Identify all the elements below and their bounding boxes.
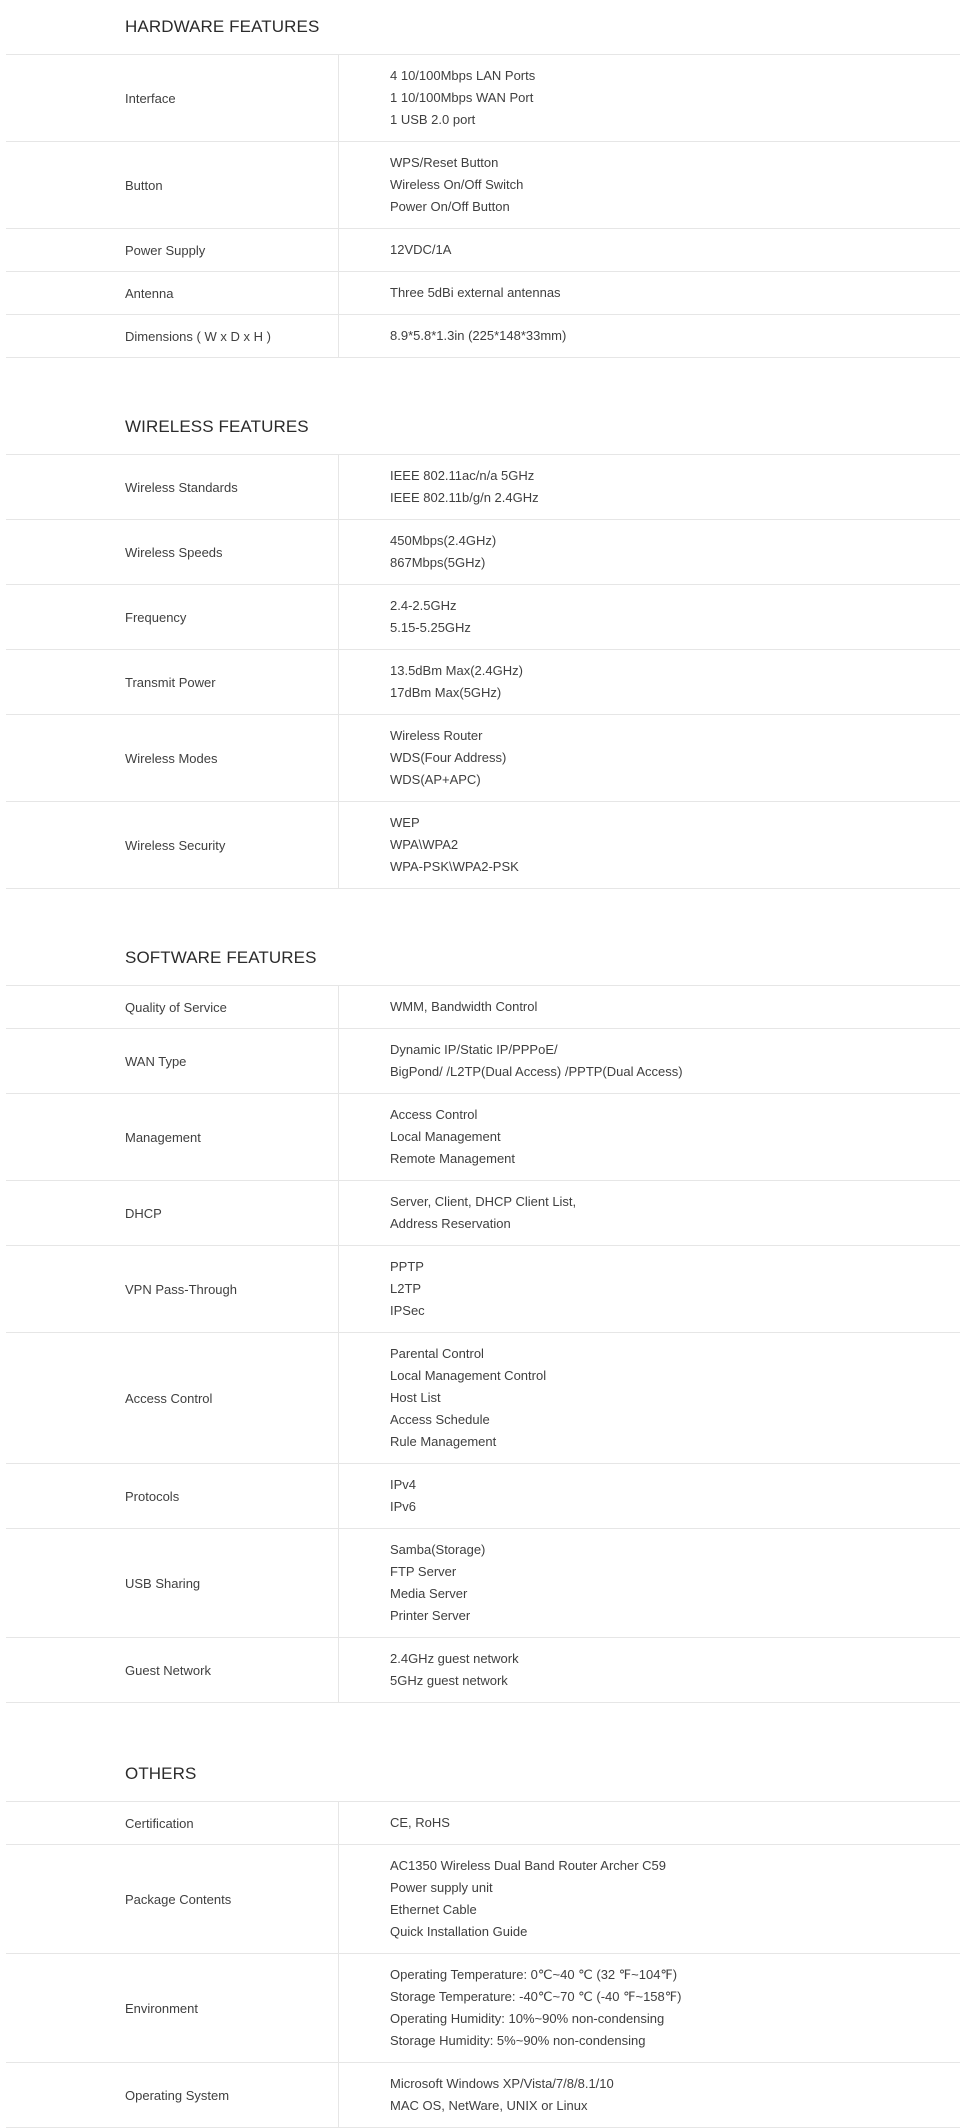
spec-value-line: Rule Management	[390, 1434, 497, 1449]
spec-label: Quality of Service	[6, 986, 339, 1028]
section-title: WIRELESS FEATURES	[6, 400, 960, 455]
spec-values	[339, 1845, 960, 1953]
spec-value-line: Access Control	[390, 1107, 478, 1122]
spec-values	[339, 986, 960, 1028]
spec-value-line: Host List	[390, 1390, 441, 1405]
spec-values	[339, 1181, 960, 1245]
section-title: HARDWARE FEATURES	[6, 0, 960, 55]
section-title: OTHERS	[6, 1747, 960, 1802]
spec-value-line: IEEE 802.11ac/n/a 5GHz	[390, 468, 535, 483]
spec-value-line: CE, RoHS	[390, 1815, 450, 1830]
spec-value-line: 8.9*5.8*1.3in (225*148*33mm)	[390, 328, 567, 343]
spec-value-line: Microsoft Windows XP/Vista/7/8/8.1/10	[390, 2076, 614, 2091]
section-title: SOFTWARE FEATURES	[6, 931, 960, 986]
spec-values	[339, 315, 960, 357]
spec-values	[339, 1029, 960, 1093]
spec-values	[339, 1246, 960, 1332]
spec-values	[339, 55, 960, 141]
spec-value-line: Local Management	[390, 1129, 501, 1144]
spec-value-line: Storage Humidity: 5%~90% non-condensing	[390, 2033, 646, 2048]
spec-values	[339, 229, 960, 271]
spec-label: Management	[6, 1094, 339, 1180]
spec-label: USB Sharing	[6, 1529, 339, 1637]
wireless-features-section	[6, 400, 960, 889]
spec-values	[339, 1802, 960, 1844]
spec-value-line: 2.4-2.5GHz	[390, 598, 457, 613]
spec-value-line: WEP	[390, 815, 420, 830]
spec-value-line: BigPond/ /L2TP(Dual Access) /PPTP(Dual Access)	[390, 1064, 683, 1079]
spec-row	[6, 1638, 960, 1703]
spec-value-line: Server, Client, DHCP Client List,	[390, 1194, 577, 1209]
spec-value-line: Dynamic IP/Static IP/PPPoE/	[390, 1042, 558, 1057]
spec-row	[6, 455, 960, 520]
spec-row	[6, 1029, 960, 1094]
spec-value-line: 450Mbps(2.4GHz)	[390, 533, 497, 548]
spec-value-line: Printer Server	[390, 1608, 471, 1623]
spec-row	[6, 1529, 960, 1638]
spec-label: Wireless Speeds	[6, 520, 339, 584]
spec-values	[339, 1333, 960, 1463]
spec-row	[6, 986, 960, 1029]
others-section	[6, 1747, 960, 2128]
spec-value-line: Remote Management	[390, 1151, 516, 1166]
spec-values	[339, 1638, 960, 1702]
spec-label: Certification	[6, 1802, 339, 1844]
spec-values	[339, 520, 960, 584]
spec-label: Power Supply	[6, 229, 339, 271]
spec-value-line: WPS/Reset Button	[390, 155, 499, 170]
spec-value-line: WPA\WPA2	[390, 837, 459, 852]
spec-value-line: 2.4GHz guest network	[390, 1651, 519, 1666]
spec-values	[339, 1094, 960, 1180]
spec-label: Dimensions ( W x D x H )	[6, 315, 339, 357]
spec-row	[6, 1845, 960, 1954]
spec-row	[6, 1954, 960, 2063]
spec-value-line: Three 5dBi external antennas	[390, 285, 561, 300]
spec-value-line: IEEE 802.11b/g/n 2.4GHz	[390, 490, 539, 505]
spec-value-line: Operating Temperature: 0℃~40 ℃ (32 ℉~104℉)	[390, 1967, 678, 1982]
spec-label: Wireless Security	[6, 802, 339, 888]
spec-values	[339, 272, 960, 314]
spec-value-line: Local Management Control	[390, 1368, 547, 1383]
spec-row	[6, 315, 960, 358]
spec-values	[339, 585, 960, 649]
spec-value-line: 5GHz guest network	[390, 1673, 508, 1688]
spec-row	[6, 272, 960, 315]
spec-value-line: Storage Temperature: -40℃~70 ℃ (-40 ℉~158℉)	[390, 1989, 682, 2004]
spec-row	[6, 229, 960, 272]
spec-value-line: WPA-PSK\WPA2-PSK	[390, 859, 519, 874]
spec-label: Wireless Standards	[6, 455, 339, 519]
spec-value-line: Power supply unit	[390, 1880, 493, 1895]
software-features-section	[6, 931, 960, 1703]
spec-value-line: 13.5dBm Max(2.4GHz)	[390, 663, 523, 678]
spec-label: Interface	[6, 55, 339, 141]
spec-value-line: Quick Installation Guide	[390, 1924, 528, 1939]
spec-value-line: MAC OS, NetWare, UNIX or Linux	[390, 2098, 588, 2113]
spec-row	[6, 1464, 960, 1529]
spec-row	[6, 802, 960, 889]
spec-value-line: Wireless Router	[390, 728, 483, 743]
section-spacer	[0, 889, 960, 931]
spec-label: WAN Type	[6, 1029, 339, 1093]
hardware-features-section	[6, 0, 960, 358]
spec-row	[6, 142, 960, 229]
spec-row	[6, 55, 960, 142]
spec-label: Guest Network	[6, 1638, 339, 1702]
spec-label: Operating System	[6, 2063, 339, 2127]
spec-value-line: Access Schedule	[390, 1412, 490, 1427]
spec-values	[339, 1464, 960, 1528]
spec-value-line: 1 10/100Mbps WAN Port	[390, 90, 534, 105]
spec-value-line: AC1350 Wireless Dual Band Router Archer C59	[390, 1858, 667, 1873]
spec-value-line: 1 USB 2.0 port	[390, 112, 476, 127]
spec-value-line: FTP Server	[390, 1564, 457, 1579]
spec-value-line: IPSec	[390, 1303, 425, 1318]
spec-value-line: Parental Control	[390, 1346, 484, 1361]
spec-value-line: L2TP	[390, 1281, 422, 1296]
spec-value-line: Operating Humidity: 10%~90% non-condensing	[390, 2011, 665, 2026]
spec-value-line: Samba(Storage)	[390, 1542, 486, 1557]
spec-values	[339, 2063, 960, 2127]
spec-label: Button	[6, 142, 339, 228]
spec-label: DHCP	[6, 1181, 339, 1245]
spec-row	[6, 585, 960, 650]
spec-value-line: WMM, Bandwidth Control	[390, 999, 538, 1014]
spec-row	[6, 1333, 960, 1464]
spec-label: Transmit Power	[6, 650, 339, 714]
spec-label: Wireless Modes	[6, 715, 339, 801]
spec-value-line: WDS(Four Address)	[390, 750, 507, 765]
spec-value-line: 12VDC/1A	[390, 242, 452, 257]
spec-values	[339, 1954, 960, 2062]
spec-label: Antenna	[6, 272, 339, 314]
spec-label: Protocols	[6, 1464, 339, 1528]
section-spacer	[0, 358, 960, 400]
spec-value-line: IPv6	[390, 1499, 417, 1514]
spec-values	[339, 802, 960, 888]
spec-values	[339, 650, 960, 714]
spec-value-line: Address Reservation	[390, 1216, 511, 1231]
spec-value-line: Wireless On/Off Switch	[390, 177, 524, 192]
spec-values	[339, 715, 960, 801]
spec-row	[6, 2063, 960, 2128]
spec-row	[6, 520, 960, 585]
spec-value-line: Power On/Off Button	[390, 199, 510, 214]
spec-label: Access Control	[6, 1333, 339, 1463]
spec-value-line: 5.15-5.25GHz	[390, 620, 471, 635]
spec-value-line: Media Server	[390, 1586, 468, 1601]
spec-values	[339, 455, 960, 519]
section-spacer	[0, 1703, 960, 1747]
spec-value-line: WDS(AP+APC)	[390, 772, 481, 787]
spec-row	[6, 1802, 960, 1845]
spec-values	[339, 142, 960, 228]
spec-value-line: 4 10/100Mbps LAN Ports	[390, 68, 536, 83]
spec-label: VPN Pass-Through	[6, 1246, 339, 1332]
spec-row	[6, 715, 960, 802]
spec-values	[339, 1529, 960, 1637]
spec-value-line: Ethernet Cable	[390, 1902, 477, 1917]
spec-row	[6, 1094, 960, 1181]
spec-value-line: 17dBm Max(5GHz)	[390, 685, 502, 700]
spec-row	[6, 1246, 960, 1333]
spec-row	[6, 1181, 960, 1246]
spec-value-line: 867Mbps(5GHz)	[390, 555, 486, 570]
spec-label: Package Contents	[6, 1845, 339, 1953]
spec-value-line: IPv4	[390, 1477, 417, 1492]
spec-label: Frequency	[6, 585, 339, 649]
spec-row	[6, 650, 960, 715]
spec-label: Environment	[6, 1954, 339, 2062]
spec-value-line: PPTP	[390, 1259, 424, 1274]
